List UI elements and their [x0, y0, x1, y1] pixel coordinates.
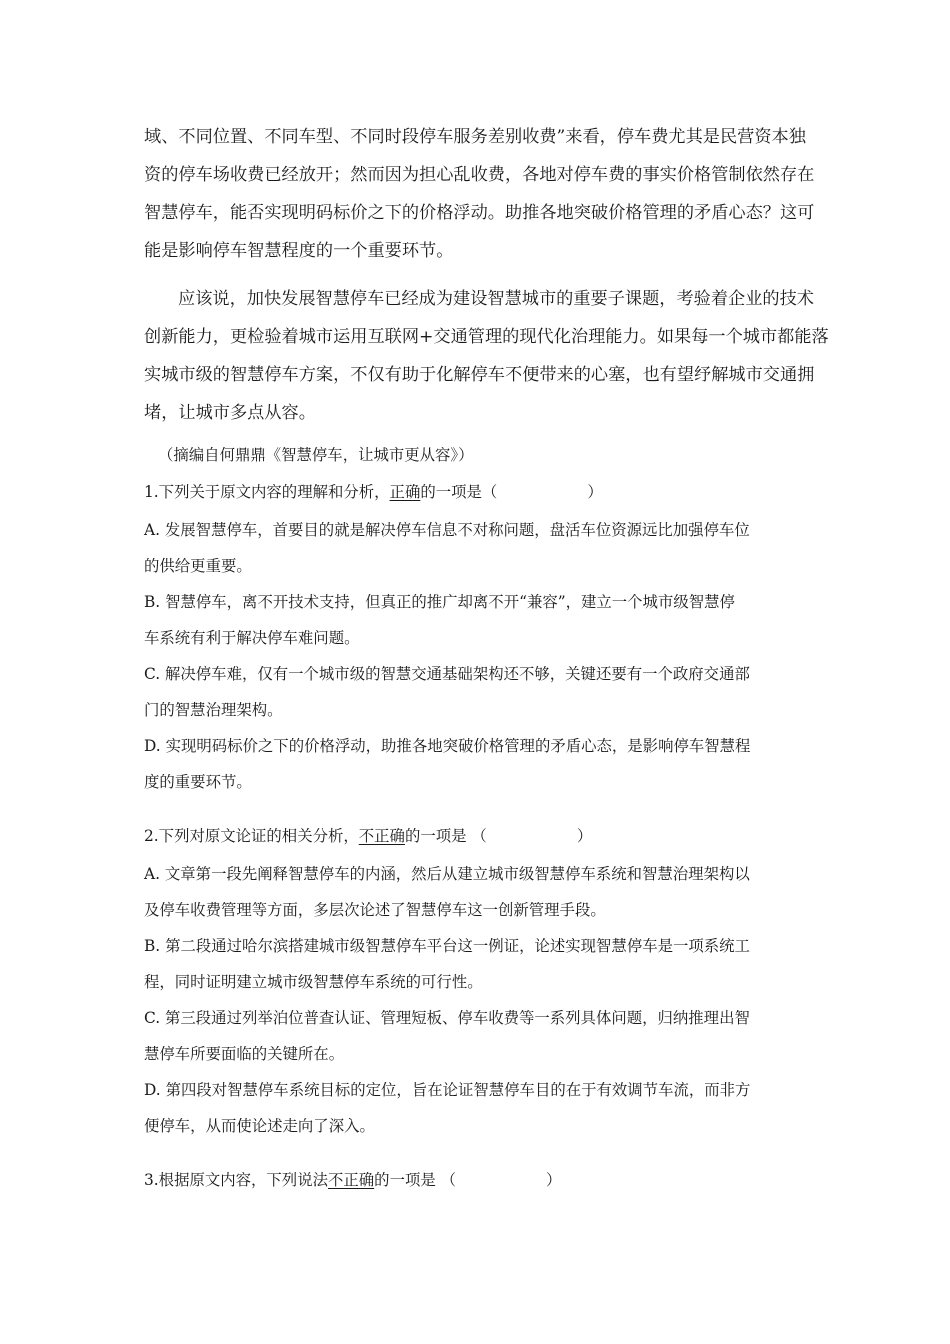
option-a-line-2: 及停车收费管理等方面，多层次论述了智慧停车这一创新管理手段。	[144, 901, 606, 919]
stem-prefix: 2.下列对原文论证的相关分析，	[144, 827, 359, 845]
stem-end: ）	[546, 1171, 562, 1189]
option-b-line-1: B. 智慧停车，离不开技术支持，但真正的推广却离不开“兼容”，建立一个城市级智慧停	[144, 593, 735, 611]
stem-prefix: 3.根据原文内容，下列说法	[144, 1171, 328, 1189]
question-1	[144, 474, 810, 800]
text-line: 域、不同位置、不同车型、不同时段停车服务差别收费”来看，停车费尤其是民营资本独	[144, 127, 806, 147]
text-line: 实城市级的智慧停车方案，不仅有助于化解停车不便带来的心塞，也有望纾解城市交通拥	[144, 365, 815, 385]
option-d-line-1: D. 实现明码标价之下的价格浮动，助推各地突破价格管理的矛盾心态，是影响停车智慧程	[144, 737, 751, 755]
option-d-line-2: 便停车，从而使论述走向了深入。	[144, 1117, 375, 1135]
stem-suffix: 的一项是（	[420, 483, 498, 501]
text-line: 能是影响停车智慧程度的一个重要环节。	[144, 241, 454, 261]
stem-keyword: 不正确	[327, 1171, 375, 1189]
citation-text: （摘编自何鼎鼎《智慧停车，让城市更从容》）	[158, 446, 474, 464]
option-b-line-1: B. 第二段通过哈尔滨搭建城市级智慧停车平台这一例证，论述实现智慧停车是一项系统工	[144, 937, 750, 955]
stem-suffix: 的一项是 （	[374, 1171, 457, 1189]
stem-prefix: 1.下列关于原文内容的理解和分析，	[144, 483, 390, 501]
option-a-line-1: A. 发展智慧停车，首要目的就是解决停车信息不对称问题，盘活车位资源远比加强停车位	[144, 521, 750, 539]
body-paragraph-1	[144, 118, 815, 270]
text-line: 应该说，加快发展智慧停车已经成为建设智慧城市的重要子课题，考验着企业的技术	[178, 289, 814, 309]
source-citation	[144, 437, 810, 473]
text-line: 创新能力，更检验着城市运用互联网+交通管理的现代化治理能力。如果每一个城市都能落	[144, 327, 829, 347]
text-line: 堵，让城市多点从容。	[144, 403, 316, 423]
stem-end: ）	[587, 483, 603, 501]
body-paragraph-2	[144, 280, 829, 432]
stem-keyword: 正确	[389, 483, 421, 501]
option-c-line-2: 门的智慧治理架构。	[144, 701, 283, 719]
text-line: 资的停车场收费已经放开；然而因为担心乱收费，各地对停车费的事实价格管制依然存在	[144, 165, 815, 185]
question-stem	[144, 1162, 810, 1198]
option-c-line-1: C. 第三段通过列举泊位普查认证、管理短板、停车收费等一系列具体问题，归纳推理出智	[144, 1009, 750, 1027]
option-b-line-2: 车系统有利于解决停车难问题。	[144, 629, 360, 647]
question-stem	[144, 474, 810, 510]
stem-end: ）	[576, 827, 593, 845]
option-c-line-2: 慧停车所要面临的关键所在。	[144, 1045, 345, 1063]
option-a-line-1: A. 文章第一段先阐释智慧停车的内涵，然后从建立城市级智慧停车系统和智慧治理架构以	[144, 865, 750, 883]
stem-suffix: 的一项是 （	[404, 827, 487, 845]
option-a-line-2: 的供给更重要。	[144, 557, 252, 575]
question-2	[144, 818, 810, 1144]
stem-keyword: 不正确	[358, 827, 405, 845]
option-b-line-2: 程，同时证明建立城市级智慧停车系统的可行性。	[144, 973, 483, 991]
option-d-line-1: D. 第四段对智慧停车系统目标的定位，旨在论证智慧停车目的在于有效调节车流，而非方	[144, 1081, 751, 1099]
question-stem	[144, 818, 810, 854]
option-c-line-1: C. 解决停车难，仅有一个城市级的智慧交通基础架构还不够，关键还要有一个政府交通部	[144, 665, 750, 683]
option-d-line-2: 度的重要环节。	[144, 773, 252, 791]
question-3	[144, 1162, 810, 1198]
text-line: 智慧停车，能否实现明码标价之下的价格浮动。助推各地突破价格管理的矛盾心态？这可	[144, 203, 815, 223]
